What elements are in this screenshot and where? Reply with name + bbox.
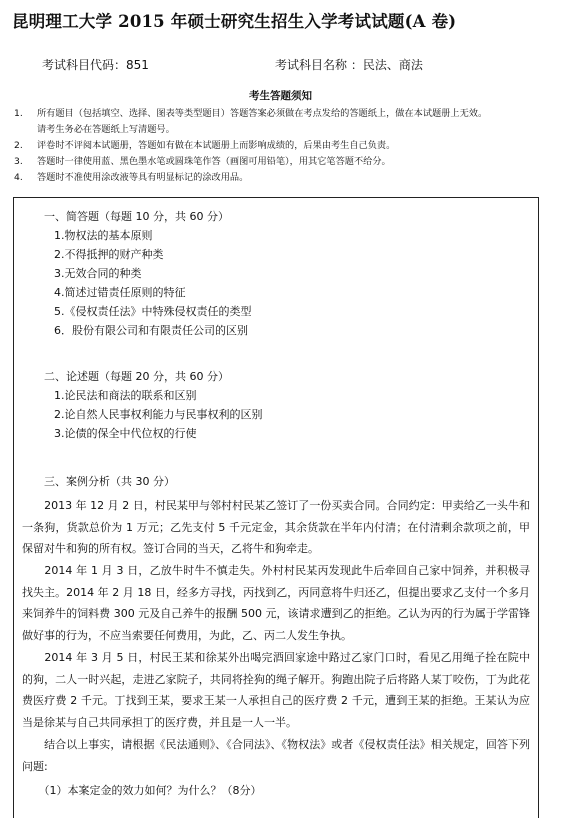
question-item: 2.不得抵押的财产种类 (54, 248, 164, 261)
subject-code: 考试科目代码：851 (42, 58, 149, 72)
exam-title: 昆明理工大学 2015 年硕士研究生招生入学考试试题(A 卷) (12, 12, 457, 31)
rule-number: 3. (14, 156, 23, 167)
question-item: 3.无效合同的种类 (54, 267, 142, 280)
rule-number: 2. (14, 140, 23, 151)
section-heading-case-analysis: 三、案例分析（共 30 分） (44, 475, 175, 488)
question-item: 4.简述过错责任原则的特征 (54, 286, 186, 299)
rule-text: 答题时不准使用涂改液等具有明显标记的涂改用品。 (37, 172, 249, 183)
notice-rule (14, 154, 554, 170)
case-paragraph: 结合以上事实，请根据《民法通则》、《合同法》、《物权法》或者《侵权责任法》相关规定，回答下列问题: (22, 738, 530, 773)
notice-rule (14, 138, 554, 154)
section-heading-essay: 二、论述题（每题 20 分，共 60 分） (44, 370, 229, 383)
question-item: 2.论自然人民事权利能力与民事权利的区别 (54, 408, 263, 421)
question-item: 3.论债的保全中代位权的行使 (54, 427, 197, 440)
rule-number: 1. (14, 108, 23, 119)
notice-heading: 考生答题须知 (249, 90, 312, 102)
rule-text: 答题时一律使用蓝、黑色墨水笔或圆珠笔作答（画图可用铅笔），用其它笔答题不给分。 (37, 156, 391, 167)
question-item: 6．股份有限公司和有限责任公司的区别 (54, 324, 248, 337)
rule-text: 所有题目（包括填空、选择、图表等类型题目）答题答案必须做在考点发给的答题纸上，做在本试题册上无效。 请考生务必在答题纸上写清题号。 (37, 108, 488, 135)
case-paragraph: 2014 年 3 月 5 日，村民王某和徐某外出喝完酒回家途中路过乙家门口时，看见乙用绳子拴在院中的狗，二人一时兴起，走进乙家院子，共同将拴狗的绳子解开。狗跑出院子后将路人某丁咬伤，丁为此花费医疗费 2 千元。丁找到王某，要求王某一人承担自己的医疗费 2 千元，遭到王某的拒绝。王某认为应当是徐某与自己共同承担丁的医疗费，并且是一人一半。 (22, 651, 530, 729)
subject-name: 考试科目名称 ：民法、商法 (275, 58, 423, 72)
question-item: 1.论民法和商法的联系和区别 (54, 389, 197, 402)
notice-rule (14, 170, 554, 186)
question-item: 5.《侵权责任法》中特殊侵权责任的类型 (54, 305, 252, 318)
case-paragraph: 2014 年 1 月 3 日，乙放牛时牛不慎走失。外村村民某丙发现此牛后牵回自己家中饲养，并积极寻找失主。2014 年 2 月 18 日，经多方寻找，丙找到乙，丙同意将牛归还乙，但提出要求乙支付一个多月来饲养牛的饲料费 300 元及自己养牛的报酬 500 元，该请求遭到乙的拒绝。乙认为丙的行为属于学雷锋做好事的行为，不应当索要任何费用，为此，乙、丙二人发生争执。 (22, 564, 530, 642)
notice-rules (14, 106, 554, 186)
rule-text: 评卷时不评阅本试题册，答题如有做在本试题册上而影响成绩的，后果由考生自己负责。 (37, 140, 396, 151)
rule-number: 4. (14, 172, 23, 183)
question-item: 1.物权法的基本原则 (54, 229, 153, 242)
section-heading-short-answer: 一、简答题（每题 10 分，共 60 分） (44, 210, 229, 223)
case-question: （1）本案定金的效力如何？为什么？（8分） (22, 784, 262, 797)
notice-rule (14, 106, 554, 138)
question-frame (13, 197, 539, 818)
case-paragraph: 2013 年 12 月 2 日，村民某甲与邻村村民某乙签订了一份买卖合同。合同约定：甲卖给乙一头牛和一条狗，货款总价为 1 万元；乙先支付 5 千元定金，其余货款在半年内付清；在付清剩余款项之前，甲保留对牛和狗的所有权。签订合同的当天，乙将牛和狗牵走。 (22, 499, 530, 555)
